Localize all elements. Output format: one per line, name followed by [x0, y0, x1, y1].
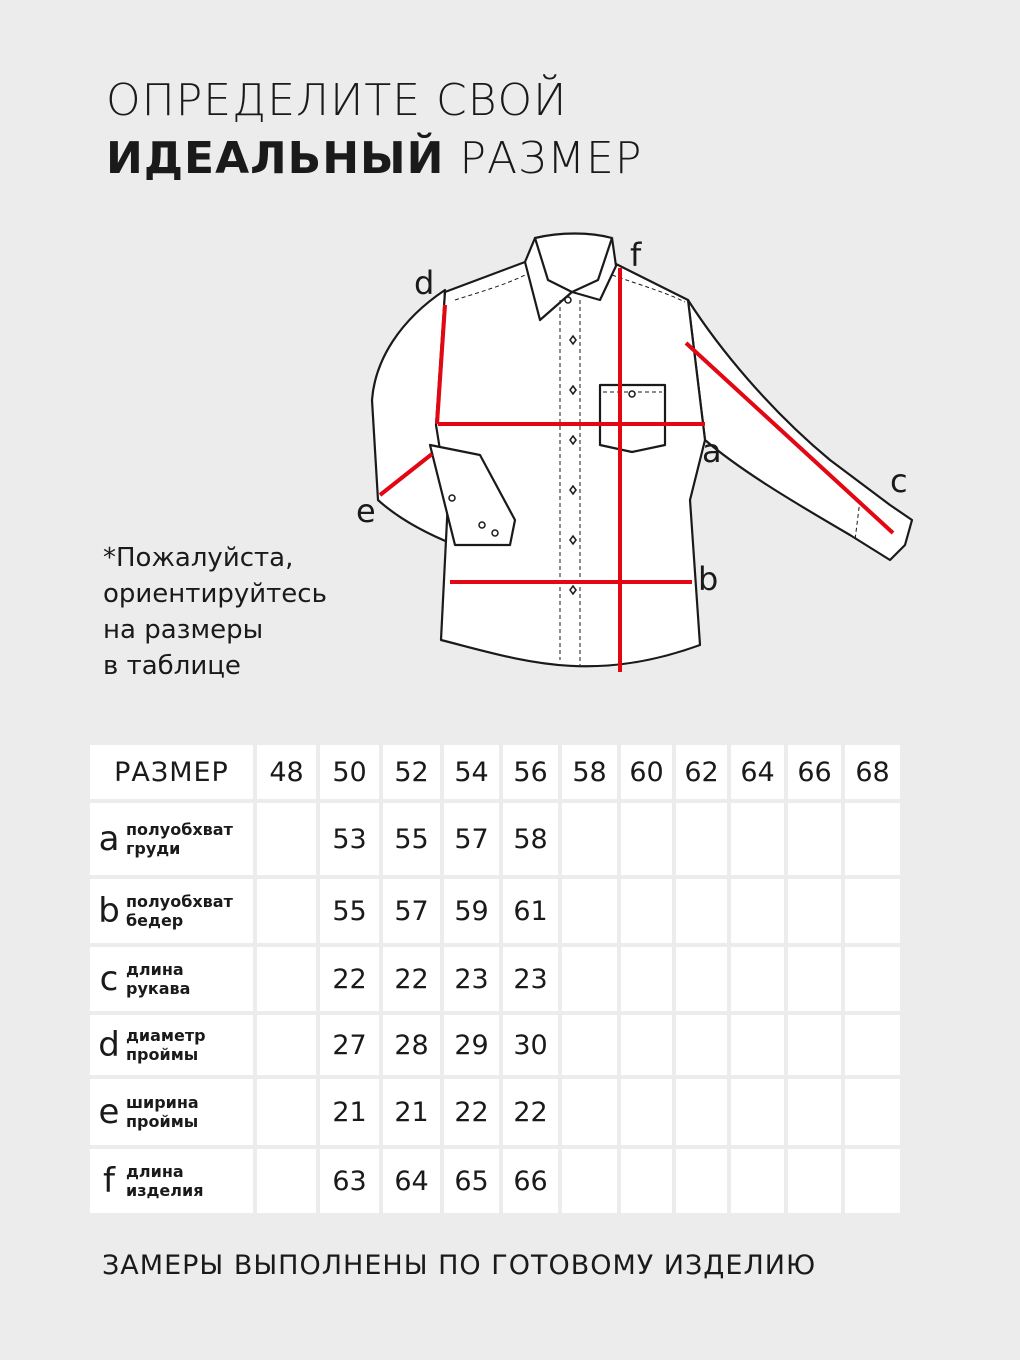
size-header-cell: 56	[503, 745, 558, 799]
value-cell: 63	[320, 1149, 379, 1213]
value-cell	[621, 947, 672, 1011]
row-description-line-1: диаметр	[126, 1026, 206, 1045]
row-description-line-2: груди	[126, 839, 181, 858]
value-cell: 55	[383, 803, 440, 875]
row-description-line-2: рукава	[126, 979, 191, 998]
value-cell	[788, 803, 841, 875]
row-description	[126, 960, 190, 998]
label-b: b	[698, 560, 719, 598]
size-header-cell: 62	[676, 745, 727, 799]
size-header-cell: 54	[444, 745, 499, 799]
row-letter: a	[98, 819, 120, 859]
row-description	[126, 820, 233, 858]
value-cell	[731, 803, 784, 875]
label-a: a	[702, 432, 722, 470]
value-cell	[845, 803, 900, 875]
table-row	[90, 947, 900, 1011]
row-description-line-1: длина	[126, 960, 184, 979]
value-cell	[257, 879, 316, 943]
row-description	[126, 892, 233, 930]
value-cell: 22	[320, 947, 379, 1011]
value-cell	[562, 947, 617, 1011]
value-cell: 61	[503, 879, 558, 943]
row-description-line-2: изделия	[126, 1181, 204, 1200]
row-description-line-2: проймы	[126, 1045, 199, 1064]
value-cell: 29	[444, 1015, 499, 1075]
title-line-2	[106, 130, 642, 188]
label-d: d	[414, 264, 435, 302]
table-row	[90, 803, 900, 875]
title-rest: РАЗМЕР	[444, 133, 643, 184]
value-cell	[788, 1079, 841, 1145]
size-header-cell: 68	[845, 745, 900, 799]
size-table	[86, 741, 904, 1217]
value-cell	[731, 947, 784, 1011]
size-header-cell: 66	[788, 745, 841, 799]
value-cell	[621, 879, 672, 943]
value-cell: 53	[320, 803, 379, 875]
value-cell	[257, 1079, 316, 1145]
size-header-cell: 48	[257, 745, 316, 799]
table-row	[90, 1015, 900, 1075]
table-header-row	[90, 745, 900, 799]
value-cell	[562, 1079, 617, 1145]
value-cell: 65	[444, 1149, 499, 1213]
value-cell	[562, 1149, 617, 1213]
row-label-cell	[90, 1079, 253, 1145]
value-cell	[621, 803, 672, 875]
size-note	[103, 540, 327, 684]
title-line-1: ОПРЕДЕЛИТЕ СВОЙ	[106, 75, 568, 126]
value-cell	[676, 879, 727, 943]
value-cell	[562, 879, 617, 943]
row-label-cell	[90, 947, 253, 1011]
value-cell: 57	[383, 879, 440, 943]
header-label-cell	[90, 745, 253, 799]
row-label-cell	[90, 1015, 253, 1075]
value-cell	[621, 1015, 672, 1075]
value-cell	[676, 803, 727, 875]
note-line-2: ориентируйтесь	[103, 579, 327, 609]
value-cell: 22	[503, 1079, 558, 1145]
row-description-line-1: полуобхват	[126, 820, 233, 839]
value-cell	[845, 1015, 900, 1075]
header-label: РАЗМЕР	[114, 756, 229, 788]
value-cell	[845, 1079, 900, 1145]
size-header-cell: 60	[621, 745, 672, 799]
label-c: c	[890, 462, 908, 500]
value-cell: 23	[503, 947, 558, 1011]
row-description	[126, 1093, 199, 1131]
value-cell	[731, 1079, 784, 1145]
value-cell	[676, 947, 727, 1011]
value-cell	[845, 947, 900, 1011]
row-description-line-2: проймы	[126, 1112, 199, 1131]
value-cell: 22	[444, 1079, 499, 1145]
value-cell	[621, 1079, 672, 1145]
value-cell	[731, 879, 784, 943]
note-line-4: в таблице	[103, 651, 241, 681]
row-letter: f	[103, 1161, 115, 1201]
value-cell: 59	[444, 879, 499, 943]
value-cell: 23	[444, 947, 499, 1011]
row-letter: b	[98, 891, 120, 931]
value-cell	[676, 1149, 727, 1213]
page-title	[106, 72, 642, 188]
row-label-cell	[90, 803, 253, 875]
row-letter: c	[99, 959, 119, 999]
size-header-cell: 50	[320, 745, 379, 799]
value-cell: 21	[383, 1079, 440, 1145]
shirt-diagram	[340, 220, 940, 690]
value-cell	[845, 1149, 900, 1213]
value-cell: 58	[503, 803, 558, 875]
value-cell	[257, 947, 316, 1011]
size-header-cell: 58	[562, 745, 617, 799]
value-cell	[562, 1015, 617, 1075]
value-cell: 55	[320, 879, 379, 943]
value-cell: 57	[444, 803, 499, 875]
row-description-line-1: длина	[126, 1162, 184, 1181]
value-cell: 30	[503, 1015, 558, 1075]
row-description	[126, 1026, 206, 1064]
value-cell: 27	[320, 1015, 379, 1075]
table-row	[90, 1149, 900, 1213]
value-cell	[676, 1015, 727, 1075]
row-description-line-2: бедер	[126, 911, 184, 930]
value-cell: 22	[383, 947, 440, 1011]
note-line-1: *Пожалуйста,	[103, 543, 294, 573]
value-cell	[788, 1015, 841, 1075]
label-e: e	[356, 492, 376, 530]
value-cell	[788, 947, 841, 1011]
value-cell	[257, 1015, 316, 1075]
value-cell	[621, 1149, 672, 1213]
value-cell: 21	[320, 1079, 379, 1145]
note-line-3: на размеры	[103, 615, 264, 645]
row-label-cell	[90, 879, 253, 943]
value-cell	[731, 1015, 784, 1075]
row-description-line-1: ширина	[126, 1093, 199, 1112]
value-cell	[788, 879, 841, 943]
value-cell	[731, 1149, 784, 1213]
footer-note: ЗАМЕРЫ ВЫПОЛНЕНЫ ПО ГОТОВОМУ ИЗДЕЛИЮ	[102, 1250, 817, 1281]
value-cell	[257, 803, 316, 875]
table-row	[90, 879, 900, 943]
value-cell: 64	[383, 1149, 440, 1213]
size-header-cell: 52	[383, 745, 440, 799]
table-row	[90, 1079, 900, 1145]
value-cell	[562, 803, 617, 875]
row-description	[126, 1162, 203, 1200]
title-bold-word: ИДЕАЛЬНЫЙ	[106, 133, 445, 184]
value-cell	[845, 879, 900, 943]
row-letter: d	[98, 1025, 120, 1065]
value-cell	[257, 1149, 316, 1213]
row-label-cell	[90, 1149, 253, 1213]
label-f: f	[630, 236, 642, 274]
value-cell	[788, 1149, 841, 1213]
value-cell	[676, 1079, 727, 1145]
row-letter: e	[98, 1092, 120, 1132]
size-header-cell: 64	[731, 745, 784, 799]
row-description-line-1: полуобхват	[126, 892, 233, 911]
value-cell: 66	[503, 1149, 558, 1213]
value-cell: 28	[383, 1015, 440, 1075]
